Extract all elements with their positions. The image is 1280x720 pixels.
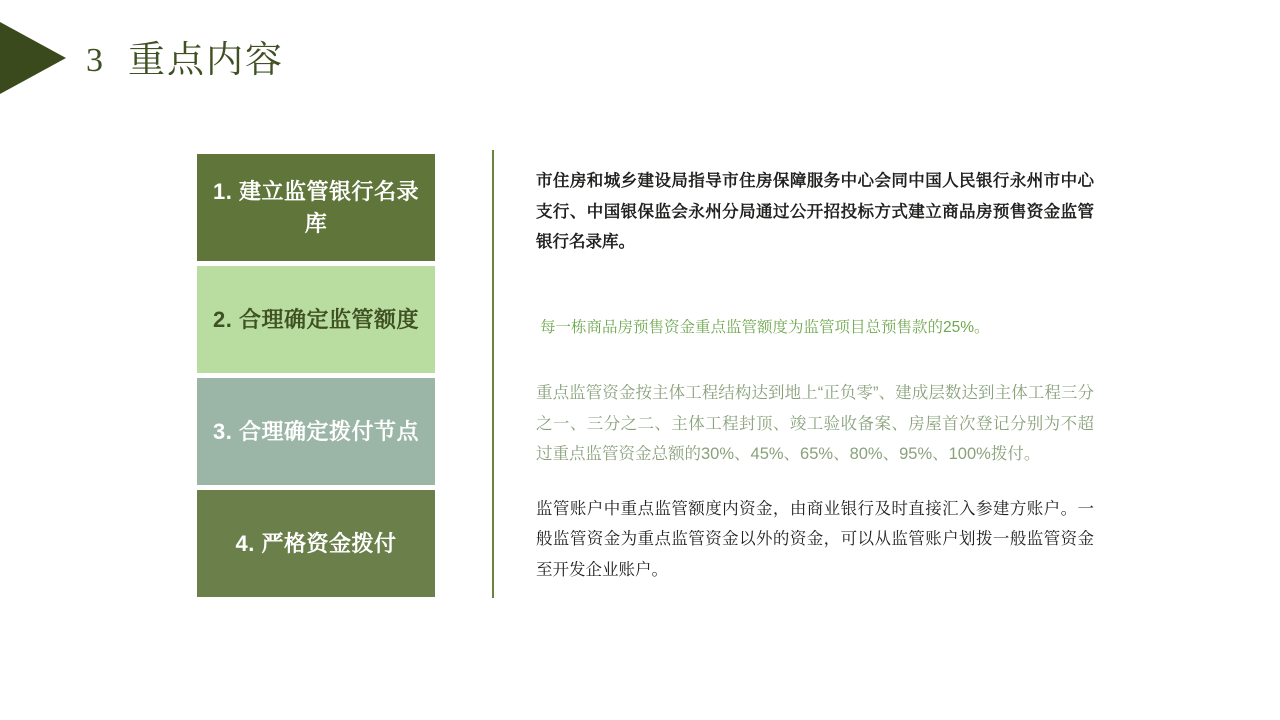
content-column [536,166,1094,585]
paragraph-supervision-quota: 每一栋商品房预售资金重点监管额度为监管项目总预售款的25%。 [540,318,990,336]
paragraph-bank-directory: 市住房和城乡建设局指导市住房保障服务中心会同中国人民银行永州市中心支行、中国银保监会永州分局通过公开招投标方式建立商品房预售资金监管银行名录库。 [536,172,1094,252]
paragraph-fund-disbursement: 监管账户中重点监管额度内资金，由商业银行及时直接汇入参建方账户。一般监管资金为重点监管资金以外的资金，可以从监管账户划拨一般监管资金至开发企业账户。 [536,499,1094,579]
list-item[interactable]: 2. 合理确定监管额度 [197,266,435,373]
vertical-divider [492,150,494,598]
step-list [197,154,435,602]
list-item[interactable]: 1. 建立监管银行名录库 [197,154,435,261]
list-item[interactable]: 3. 合理确定拨付节点 [197,378,435,485]
list-item[interactable]: 4. 严格资金拨付 [197,490,435,597]
triangle-icon [0,22,66,94]
slide-header [0,0,1280,120]
page-title: 重点内容 [128,39,284,80]
section-number: 3 [86,42,103,79]
paragraph-disbursement-nodes: 重点监管资金按主体工程结构达到地上“正负零”、建成层数达到主体工程三分之一、三分之二、主体工程封顶、竣工验收备案、房屋首次登记分别为不超过重点监管资金总额的30%、45%、65%、80%、95%、100%拨付。 [536,384,1094,464]
